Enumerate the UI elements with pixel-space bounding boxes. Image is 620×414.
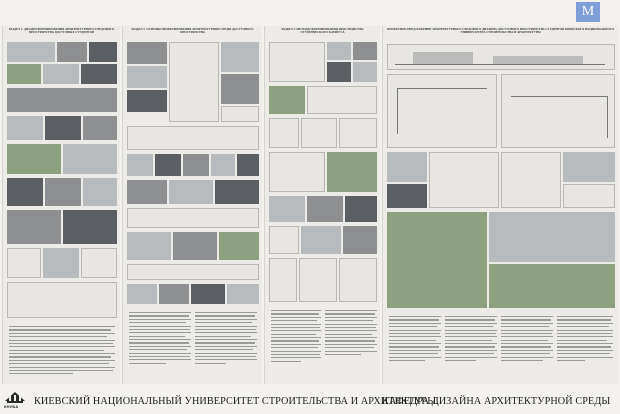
photo bbox=[353, 62, 377, 82]
photo bbox=[301, 226, 341, 254]
floor-plan bbox=[501, 74, 615, 148]
photo bbox=[221, 74, 259, 104]
photo bbox=[353, 42, 377, 60]
facade-block bbox=[413, 52, 473, 64]
scheme-drawing bbox=[307, 86, 377, 114]
body-text-right bbox=[325, 310, 377, 357]
panel-2-title: РАЗДЕЛ 2. ОСНОВЫ ПРОЕКТИРОВАНИЯ АРХИТЕКТУРНОЙ СРЕДЫ ДОСУГОВОГО ПРОСТРАНСТВА bbox=[131, 28, 254, 35]
plan-drawing bbox=[299, 258, 337, 302]
photo bbox=[127, 284, 157, 304]
photo bbox=[269, 86, 305, 114]
photo bbox=[307, 196, 343, 222]
photo bbox=[327, 62, 351, 82]
panel-section-1 bbox=[2, 26, 120, 384]
section-drawing bbox=[269, 226, 299, 254]
photo bbox=[127, 66, 167, 88]
render-pavilion bbox=[489, 264, 615, 308]
photo bbox=[45, 116, 81, 140]
render bbox=[387, 152, 427, 182]
scheme-drawing bbox=[301, 118, 337, 148]
panel-section-2 bbox=[122, 26, 262, 384]
diagram-strip bbox=[127, 126, 259, 150]
floor-plan bbox=[387, 74, 497, 148]
photo bbox=[345, 196, 377, 222]
photo bbox=[63, 210, 117, 244]
corner-letter-box: M bbox=[576, 2, 600, 22]
photo bbox=[7, 64, 41, 84]
diagram-strip bbox=[127, 264, 259, 280]
photo bbox=[127, 90, 167, 112]
photo bbox=[159, 284, 189, 304]
photo bbox=[7, 210, 61, 244]
scheme-drawing bbox=[7, 282, 117, 318]
logo-text: КНУБА bbox=[4, 404, 19, 409]
photo bbox=[173, 232, 217, 260]
section-drawing bbox=[221, 106, 259, 122]
facade-block bbox=[493, 56, 583, 64]
photo bbox=[155, 154, 181, 176]
photo bbox=[127, 232, 171, 260]
plan-wall bbox=[511, 96, 607, 97]
plan-drawing bbox=[563, 184, 615, 208]
photo bbox=[7, 88, 117, 112]
plan-wall bbox=[607, 96, 608, 138]
scheme-drawing bbox=[339, 118, 377, 148]
photo bbox=[7, 178, 43, 206]
axonometry-drawing bbox=[429, 152, 499, 208]
panel-project-proposal bbox=[382, 26, 618, 384]
photo bbox=[219, 232, 259, 260]
scheme-drawing bbox=[269, 118, 299, 148]
photo bbox=[127, 154, 153, 176]
table-drawing bbox=[269, 152, 325, 192]
body-text-left bbox=[129, 312, 191, 366]
ground-line bbox=[395, 64, 605, 65]
photo bbox=[63, 144, 117, 174]
plan-drawing bbox=[339, 258, 377, 302]
photo bbox=[237, 154, 259, 176]
photo bbox=[83, 178, 117, 206]
render-aerial bbox=[489, 212, 615, 262]
photo bbox=[57, 42, 87, 62]
plan-wall bbox=[397, 88, 398, 134]
photo bbox=[215, 180, 259, 204]
panel-4-title: ПРОЕКТНОЕ ПРЕДЛОЖЕНИЕ АРХИТЕКТУРНОГО СРЕДОВОГО ДИЗАЙНА ДОСУГОВОГО ПРОСТРАНСТВА СТУДЕНТОВ КИЕВСКОГО НАЦИОНАЛЬНОГО УНИВЕРСИТЕТА СТРОИТЕЛЬСТВА И АРХИТЕКТУРЫ bbox=[387, 28, 614, 35]
plan-drawing bbox=[81, 248, 117, 278]
department-name: КАФЕДРА ДИЗАЙНА АРХИТЕКТУРНОЙ СРЕДЫ bbox=[382, 396, 611, 407]
body-text-col4 bbox=[557, 316, 613, 363]
circle-diagram-frame bbox=[169, 42, 219, 122]
photo bbox=[191, 284, 225, 304]
photo bbox=[127, 180, 167, 204]
university-name: КИЕВСКИЙ НАЦИОНАЛЬНЫЙ УНИВЕРСИТЕТ СТРОИТЕЛЬСТВА И АРХИТЕКТУРЫ. bbox=[34, 396, 439, 407]
diagram-strip bbox=[127, 208, 259, 228]
panel-1-title: РАЗДЕЛ 1. ДИЗАЙН ФОРМИРОВАНИЯ АРХИТЕКТУРНОГО СРЕДОВОГО ПРОСТРАНСТВА ДОСУГОВЫХ СТУДЕНТОВ bbox=[8, 28, 115, 35]
photo bbox=[45, 178, 81, 206]
photo bbox=[343, 226, 377, 254]
photo bbox=[89, 42, 117, 62]
photo bbox=[169, 180, 213, 204]
body-text-col2 bbox=[445, 316, 497, 363]
body-text-col3 bbox=[501, 316, 553, 363]
photo bbox=[7, 144, 61, 174]
photo bbox=[221, 42, 259, 72]
photo bbox=[81, 64, 117, 84]
photo bbox=[7, 116, 43, 140]
panel-section-3 bbox=[264, 26, 380, 384]
plan-drawing bbox=[269, 258, 297, 302]
photo bbox=[269, 196, 305, 222]
body-text-left bbox=[271, 310, 321, 364]
photo bbox=[227, 284, 259, 304]
photo bbox=[211, 154, 235, 176]
photo bbox=[327, 152, 377, 192]
photo bbox=[43, 248, 79, 278]
plan-wall bbox=[397, 88, 487, 89]
panel-3-title: РАЗДЕЛ 3. МЕТОДЫ ФОРМИРОВАНИЯ ПРОСТРАНСТВА СТУДЕНЧЕСКОГО КАМПУСА bbox=[281, 28, 364, 35]
photo bbox=[127, 42, 167, 64]
render bbox=[387, 184, 427, 208]
render-courtyard bbox=[387, 212, 487, 308]
photo bbox=[327, 42, 351, 60]
body-text bbox=[9, 326, 115, 377]
photo bbox=[7, 42, 55, 62]
photo bbox=[43, 64, 79, 84]
body-text-right bbox=[195, 312, 257, 366]
photo bbox=[83, 116, 117, 140]
site-plan bbox=[269, 42, 325, 82]
plan-drawing bbox=[7, 248, 41, 278]
section-drawing bbox=[501, 152, 561, 208]
photo bbox=[183, 154, 209, 176]
render bbox=[563, 152, 615, 182]
body-text-col1 bbox=[389, 316, 441, 363]
